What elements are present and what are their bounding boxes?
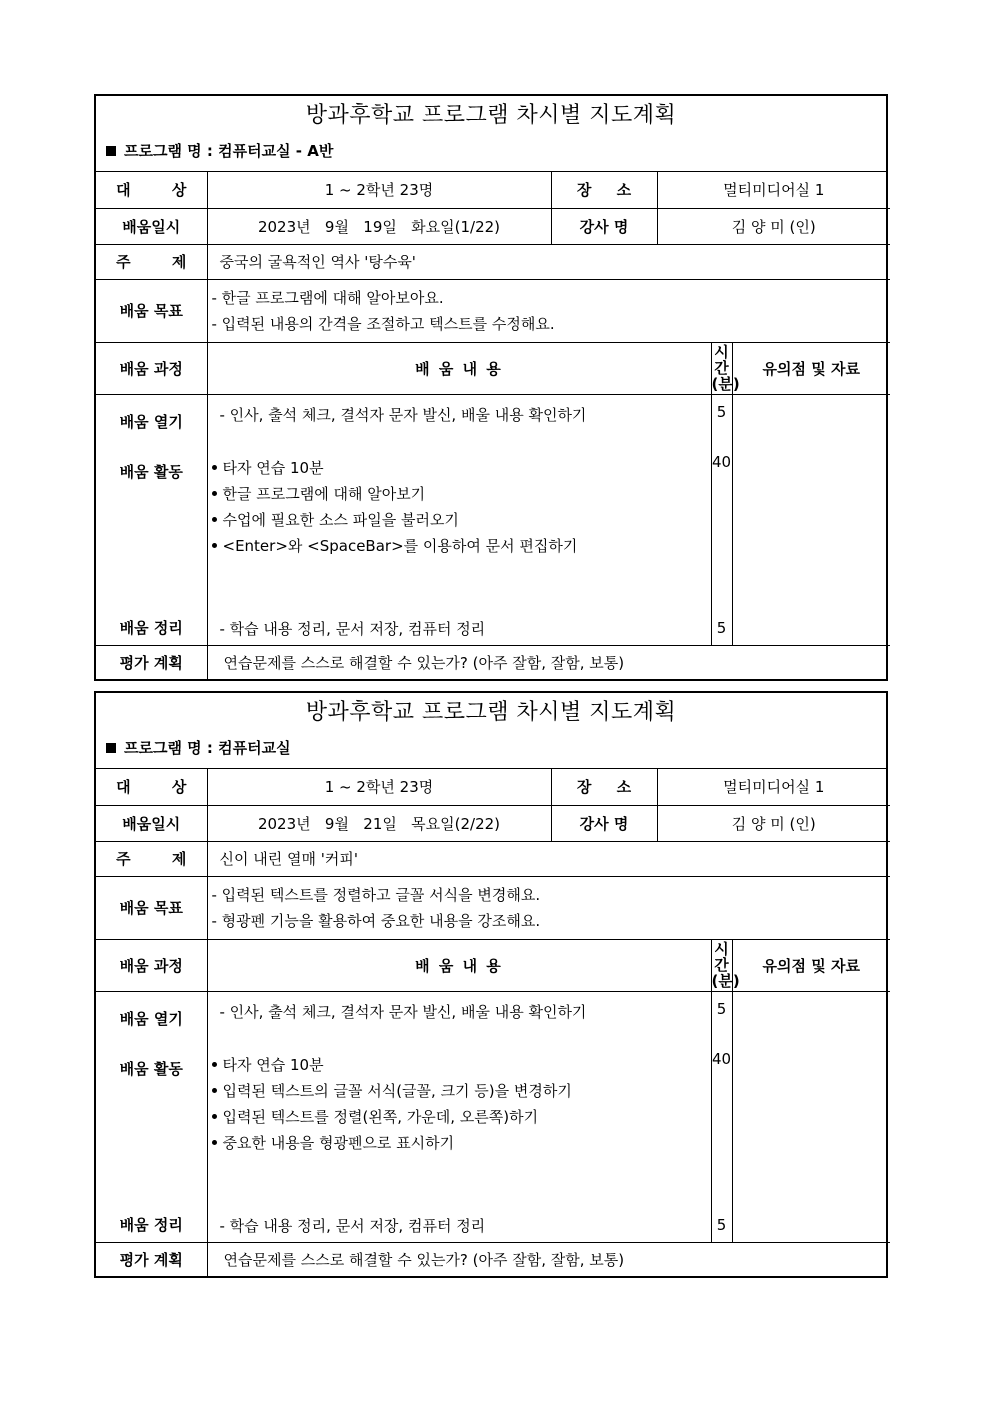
time-header: 시간 (분): [711, 940, 740, 990]
goal-label: 배움 목표: [96, 876, 207, 939]
open-label: 배움 열기: [119, 1009, 183, 1028]
activity-item: 입력된 텍스트의 글꼴 서식(글꼴, 크기 등)을 변경하기: [208, 1078, 711, 1104]
close-content: - 학습 내용 정리, 문서 저장, 컴퓨터 정리: [219, 1216, 486, 1235]
close-content: - 학습 내용 정리, 문서 저장, 컴퓨터 정리: [219, 619, 486, 638]
activity-item: 입력된 텍스트를 정렬(왼쪽, 가운데, 오른쪽)하기: [208, 1104, 711, 1130]
close-time: 5: [716, 1215, 727, 1234]
plan-title: 방과후학교 프로그램 차시별 지도계획: [305, 103, 677, 128]
teacher-label: 강사 명: [551, 208, 657, 244]
topic-label: 주 제: [96, 841, 207, 876]
plan-table: [96, 172, 890, 679]
notes-column: [732, 991, 890, 1242]
activity-item: 타자 연습 10분: [208, 455, 711, 481]
place-label: 장 소: [551, 769, 657, 805]
place-label: 장 소: [551, 172, 657, 208]
process-header: 배움 과정: [96, 939, 207, 991]
eval-label: 평가 계획: [96, 1242, 207, 1276]
bullet-icon: [212, 1140, 217, 1145]
topic-value: 신이 내린 열매 '커피': [207, 841, 890, 876]
content-header: 배 움 내 용: [207, 342, 711, 394]
time-column: [711, 991, 732, 1242]
open-content: - 인사, 출석 체크, 결석자 문자 발신, 배울 내용 확인하기: [219, 1002, 587, 1021]
notes-header: 유의점 및 자료: [732, 939, 890, 991]
activity-label: 배움 활동: [119, 462, 183, 481]
activity-item: <Enter>와 <SpaceBar>를 이용하여 문서 편집하기: [208, 533, 711, 559]
date-label: 배움일시: [96, 805, 207, 841]
activity-item: 수업에 필요한 소스 파일을 불러오기: [208, 507, 711, 533]
bullet-icon: [212, 491, 217, 496]
bullet-icon: [212, 1062, 217, 1067]
plan-title: 방과후학교 프로그램 차시별 지도계획: [305, 700, 677, 725]
open-time: 5: [716, 402, 727, 421]
square-bullet-icon: [106, 743, 116, 753]
lesson-plan-1: [94, 94, 888, 681]
square-bullet-icon: [106, 146, 116, 156]
bullet-icon: [212, 1088, 217, 1093]
close-label: 배움 정리: [119, 1215, 183, 1234]
target-label: 대 상: [96, 769, 207, 805]
plan-table: [96, 769, 890, 1276]
activity-item: 중요한 내용을 형광펜으로 표시하기: [208, 1130, 711, 1156]
place-value: 멀티미디어실 1: [657, 172, 890, 208]
goal-item: - 입력된 텍스트를 정렬하고 글꼴 서식을 변경해요.: [211, 885, 541, 904]
program-name: 프로그램 명 : 컴퓨터교실: [96, 733, 886, 769]
teacher-value: 김 양 미 (인): [657, 805, 890, 841]
activity-label: 배움 활동: [119, 1059, 183, 1078]
date-label: 배움일시: [96, 208, 207, 244]
activity-list: [208, 1052, 711, 1156]
bullet-icon: [212, 543, 217, 548]
notes-header: 유의점 및 자료: [732, 342, 890, 394]
goal-list: [207, 279, 890, 342]
place-value: 멀티미디어실 1: [657, 769, 890, 805]
activity-list: [208, 455, 711, 559]
close-time: 5: [716, 618, 727, 637]
teacher-label: 강사 명: [551, 805, 657, 841]
goal-item: - 형광펜 기능을 활용하여 중요한 내용을 강조해요.: [211, 911, 541, 930]
activity-time: 40: [711, 1049, 732, 1068]
goal-item: - 입력된 내용의 간격을 조절하고 텍스트를 수정해요.: [211, 314, 555, 333]
process-header: 배움 과정: [96, 342, 207, 394]
close-label: 배움 정리: [119, 618, 183, 637]
process-column: [96, 394, 207, 645]
goal-item: - 한글 프로그램에 대해 알아보아요.: [211, 288, 444, 307]
activity-item: 한글 프로그램에 대해 알아보기: [208, 481, 711, 507]
lesson-plan-2: [94, 691, 888, 1278]
content-column: [207, 991, 711, 1242]
topic-label: 주 제: [96, 244, 207, 279]
open-time: 5: [716, 999, 727, 1018]
topic-value: 중국의 굴욕적인 역사 '탕수육': [207, 244, 890, 279]
content-header: 배 움 내 용: [207, 939, 711, 991]
goal-label: 배움 목표: [96, 279, 207, 342]
eval-label: 평가 계획: [96, 645, 207, 679]
bullet-icon: [212, 1114, 217, 1119]
time-column: [711, 394, 732, 645]
goal-list: [207, 876, 890, 939]
target-label: 대 상: [96, 172, 207, 208]
date-value: 2023년 9월 21일 목요일(2/22): [207, 805, 551, 841]
target-value: 1 ~ 2학년 23명: [207, 769, 551, 805]
notes-column: [732, 394, 890, 645]
program-name: 프로그램 명 : 컴퓨터교실 - A반: [96, 136, 886, 172]
date-value: 2023년 9월 19일 화요일(1/22): [207, 208, 551, 244]
activity-item: 타자 연습 10분: [208, 1052, 711, 1078]
content-column: [207, 394, 711, 645]
time-header: 시간 (분): [711, 343, 740, 393]
teacher-value: 김 양 미 (인): [657, 208, 890, 244]
target-value: 1 ~ 2학년 23명: [207, 172, 551, 208]
bullet-icon: [212, 517, 217, 522]
activity-time: 40: [711, 452, 732, 471]
eval-value: 연습문제를 스스로 해결할 수 있는가? (아주 잘함, 잘함, 보통): [207, 645, 890, 679]
process-column: [96, 991, 207, 1242]
bullet-icon: [212, 465, 217, 470]
open-label: 배움 열기: [119, 412, 183, 431]
eval-value: 연습문제를 스스로 해결할 수 있는가? (아주 잘함, 잘함, 보통): [207, 1242, 890, 1276]
open-content: - 인사, 출석 체크, 결석자 문자 발신, 배울 내용 확인하기: [219, 405, 587, 424]
